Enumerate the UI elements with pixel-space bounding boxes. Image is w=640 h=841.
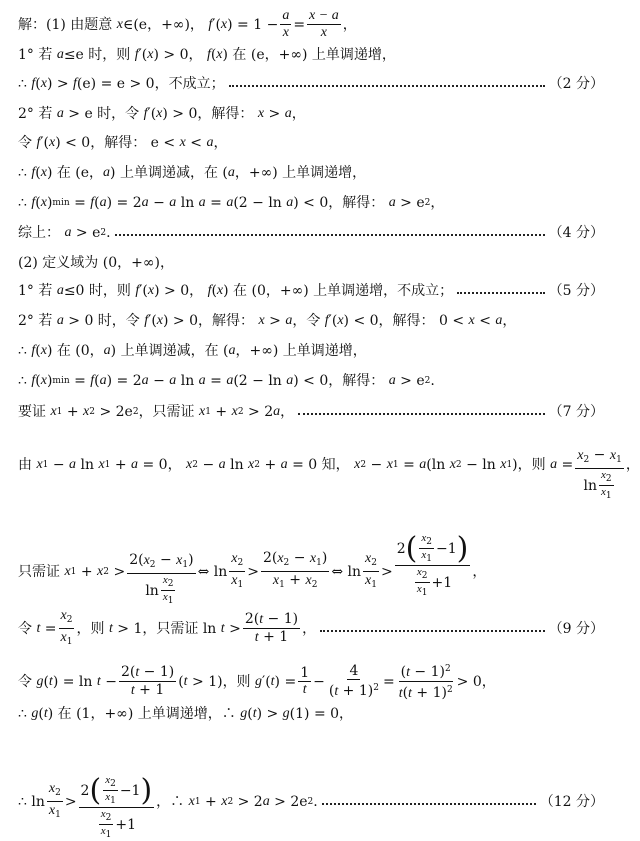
dotted-leader — [320, 630, 545, 632]
solution-line-15: 由 x 1 − a ln x 1 + a = 0， x 2 − a ln x 2 + a = 0 知， x 2 − x 1 = a (ln x 2 − ln x 1 )，则 a = $x_2 - x_1$ ln $\frac{x_2}{x_1}$ ， — [18, 447, 640, 501]
fraction-2-diff-over-sum: $\frac{2(x_2 - x_1)}{x_1 + x_2}$ — [262, 550, 328, 590]
solution-line-19: ∴ g ( t ) 在 (1，+∞) 上单调递增，∴ g ( t ) > g (1) = 0， — [18, 706, 354, 722]
fraction-x-minus-a-over-x: $\frac{x - a}{x}$ — [309, 8, 339, 40]
score-label: （2 分） — [548, 76, 604, 92]
solution-line-13: ∴ f ( x ) min = f ( a ) = 2 a − a ln a = a (2 − ln a ) < 0，解得： a > e 2 . — [18, 373, 435, 389]
solution-line-2: 1° 若 a ≤e 时，则 f ′( x ) > 0， f ( x ) 在 (e，+∞) 上单调递增， — [18, 47, 396, 63]
fraction-1-over-t: $\frac{1}{t}$ — [300, 665, 310, 697]
fraction-2-diff-over-ln: $2(x_2 - x_1)$ ln $\frac{x_2}{x_1}$ — [129, 552, 194, 606]
solution-line-18: 令 g ( t ) = ln t − $\frac{2(t - 1)}{t + 1}$ ( t > 1)，则 g ′( t ) = $\frac{1}{t}$ − $\frac{4}{(t + 1)^2}$ = $\frac{(t - 1)^2}{t(t + 1)^2}$ > 0， — [18, 663, 496, 701]
fraction-2t-minus-1-over-t-plus-1: $\frac{2(t - 1)}{t + 1}$ — [244, 611, 299, 645]
solution-line-8: 综上： a > e 2 . （4 分） — [18, 225, 604, 241]
fraction-nested-ratio: 2 ( $\frac{x_2}{x_1}$ −1 ) $\frac{x_2}{x_1}$ +1 — [396, 530, 469, 598]
fraction-x2-over-x1: $\frac{x_2}{x_1}$ — [365, 551, 377, 590]
dotted-leader — [322, 803, 536, 805]
score-label: （5 分） — [548, 283, 604, 299]
solution-line-17: 令 t = $\frac{x_2}{x_1}$ ，则 t > 1，只需证 ln t > $\frac{2(t - 1)}{t + 1}$ ， （9 分） — [18, 607, 604, 650]
fraction-4-over-t-plus-1-sq: $\frac{4}{(t + 1)^2}$ — [328, 663, 379, 699]
dotted-leader — [115, 234, 545, 236]
fraction-derivative-result: $\frac{(t - 1)^2}{t(t + 1)^2}$ — [397, 661, 455, 702]
solution-line-14: 要证 x 1 + x 2 > 2e 2 ，只需证 x 1 + x 2 > 2 a ， （7 分） — [18, 404, 604, 420]
fraction-nested-ratio: 2 ( $\frac{x_2}{x_1}$ −1 ) $\frac{x_2}{x_1}$ +1 — [80, 772, 153, 840]
score-label: （4 分） — [548, 225, 604, 241]
solution-line-9: (2) 定义域为 (0，+∞)， — [18, 255, 174, 271]
solution-line-6: ∴ f ( x ) 在 (e， a ) 上单调递减，在 ( a ，+∞) 上单调递增， — [18, 165, 367, 181]
solution-line-5: 令 f ′( x ) < 0，解得： e < x < a ， — [18, 135, 228, 151]
solution-line-16: 只需证 x 1 + x 2 > $2(x_2 - x_1)$ ln $\frac{x_2}{x_1}$ ⇔ ln $\frac{x_2}{x_1}$ > $\frac{2(x_2 - x_1)}{x_1 + x_2}$ ⇔ ln $\frac{x_2}{x_1}$ > 2 ( $\frac{x_2}{x_1}$ −1 ) $\frac{x_2}{x_1}$ +1 ， — [18, 530, 487, 606]
dotted-leader — [229, 85, 545, 87]
dotted-leader — [298, 413, 545, 415]
fraction-a-over-x: $\frac{a}{x}$ — [282, 8, 290, 40]
solution-line-7: ∴ f ( x ) min = f ( a ) = 2 a − a ln a = a (2 − ln a ) < 0，解得： a > e 2 ， — [18, 195, 445, 211]
solution-line-3: ∴ f ( x ) > f (e) = e > 0，不成立； （2 分） — [18, 76, 604, 92]
fraction-x2-over-x1: $\frac{x_2}{x_1}$ — [48, 781, 61, 820]
score-label: （9 分） — [548, 620, 604, 637]
solution-line-11: 2° 若 a > 0 时，令 f ′( x ) > 0，解得： x > a ，令 f ′( x ) < 0，解得： 0 < x < a ， — [18, 313, 517, 329]
solution-line-1: 解：(1) 由题意 x ∈(e，+∞)， f ′( x ) = 1 − $\frac{a}{x}$ = $\frac{x - a}{x}$ ， — [18, 8, 357, 40]
score-label: （7 分） — [548, 404, 604, 420]
solution-line-4: 2° 若 a > e 时，令 f ′( x ) > 0，解得： x > a ， — [18, 106, 306, 122]
fraction-x2-over-x1: $\frac{x_2}{x_1}$ — [60, 608, 73, 647]
dotted-leader — [457, 292, 544, 294]
score-label: （12 分） — [539, 793, 604, 810]
solution-line-10: 1° 若 a ≤0 时，则 f ′( x ) > 0， f ( x ) 在 (0，+∞) 上单调递增，不成立； （5 分） — [18, 283, 604, 299]
solution-line-20: ∴ ln $\frac{x_2}{x_1}$ > 2 ( $\frac{x_2}{x_1}$ −1 ) $\frac{x_2}{x_1}$ +1 ，∴ x 1 + x 2 > 2 a > 2e 2 . （12 分） — [18, 772, 604, 840]
fraction-x2-over-x1: $\frac{x_2}{x_1}$ — [231, 551, 244, 590]
solution-line-12: ∴ f ( x ) 在 (0， a ) 上单调递减，在 ( a ，+∞) 上单调递增， — [18, 343, 367, 359]
fraction-a-expression: $x_2 - x_1$ ln $\frac{x_2}{x_1}$ — [577, 447, 622, 501]
fraction-2t-minus-1-over-t-plus-1: $\frac{2(t - 1)}{t + 1}$ — [120, 664, 175, 698]
